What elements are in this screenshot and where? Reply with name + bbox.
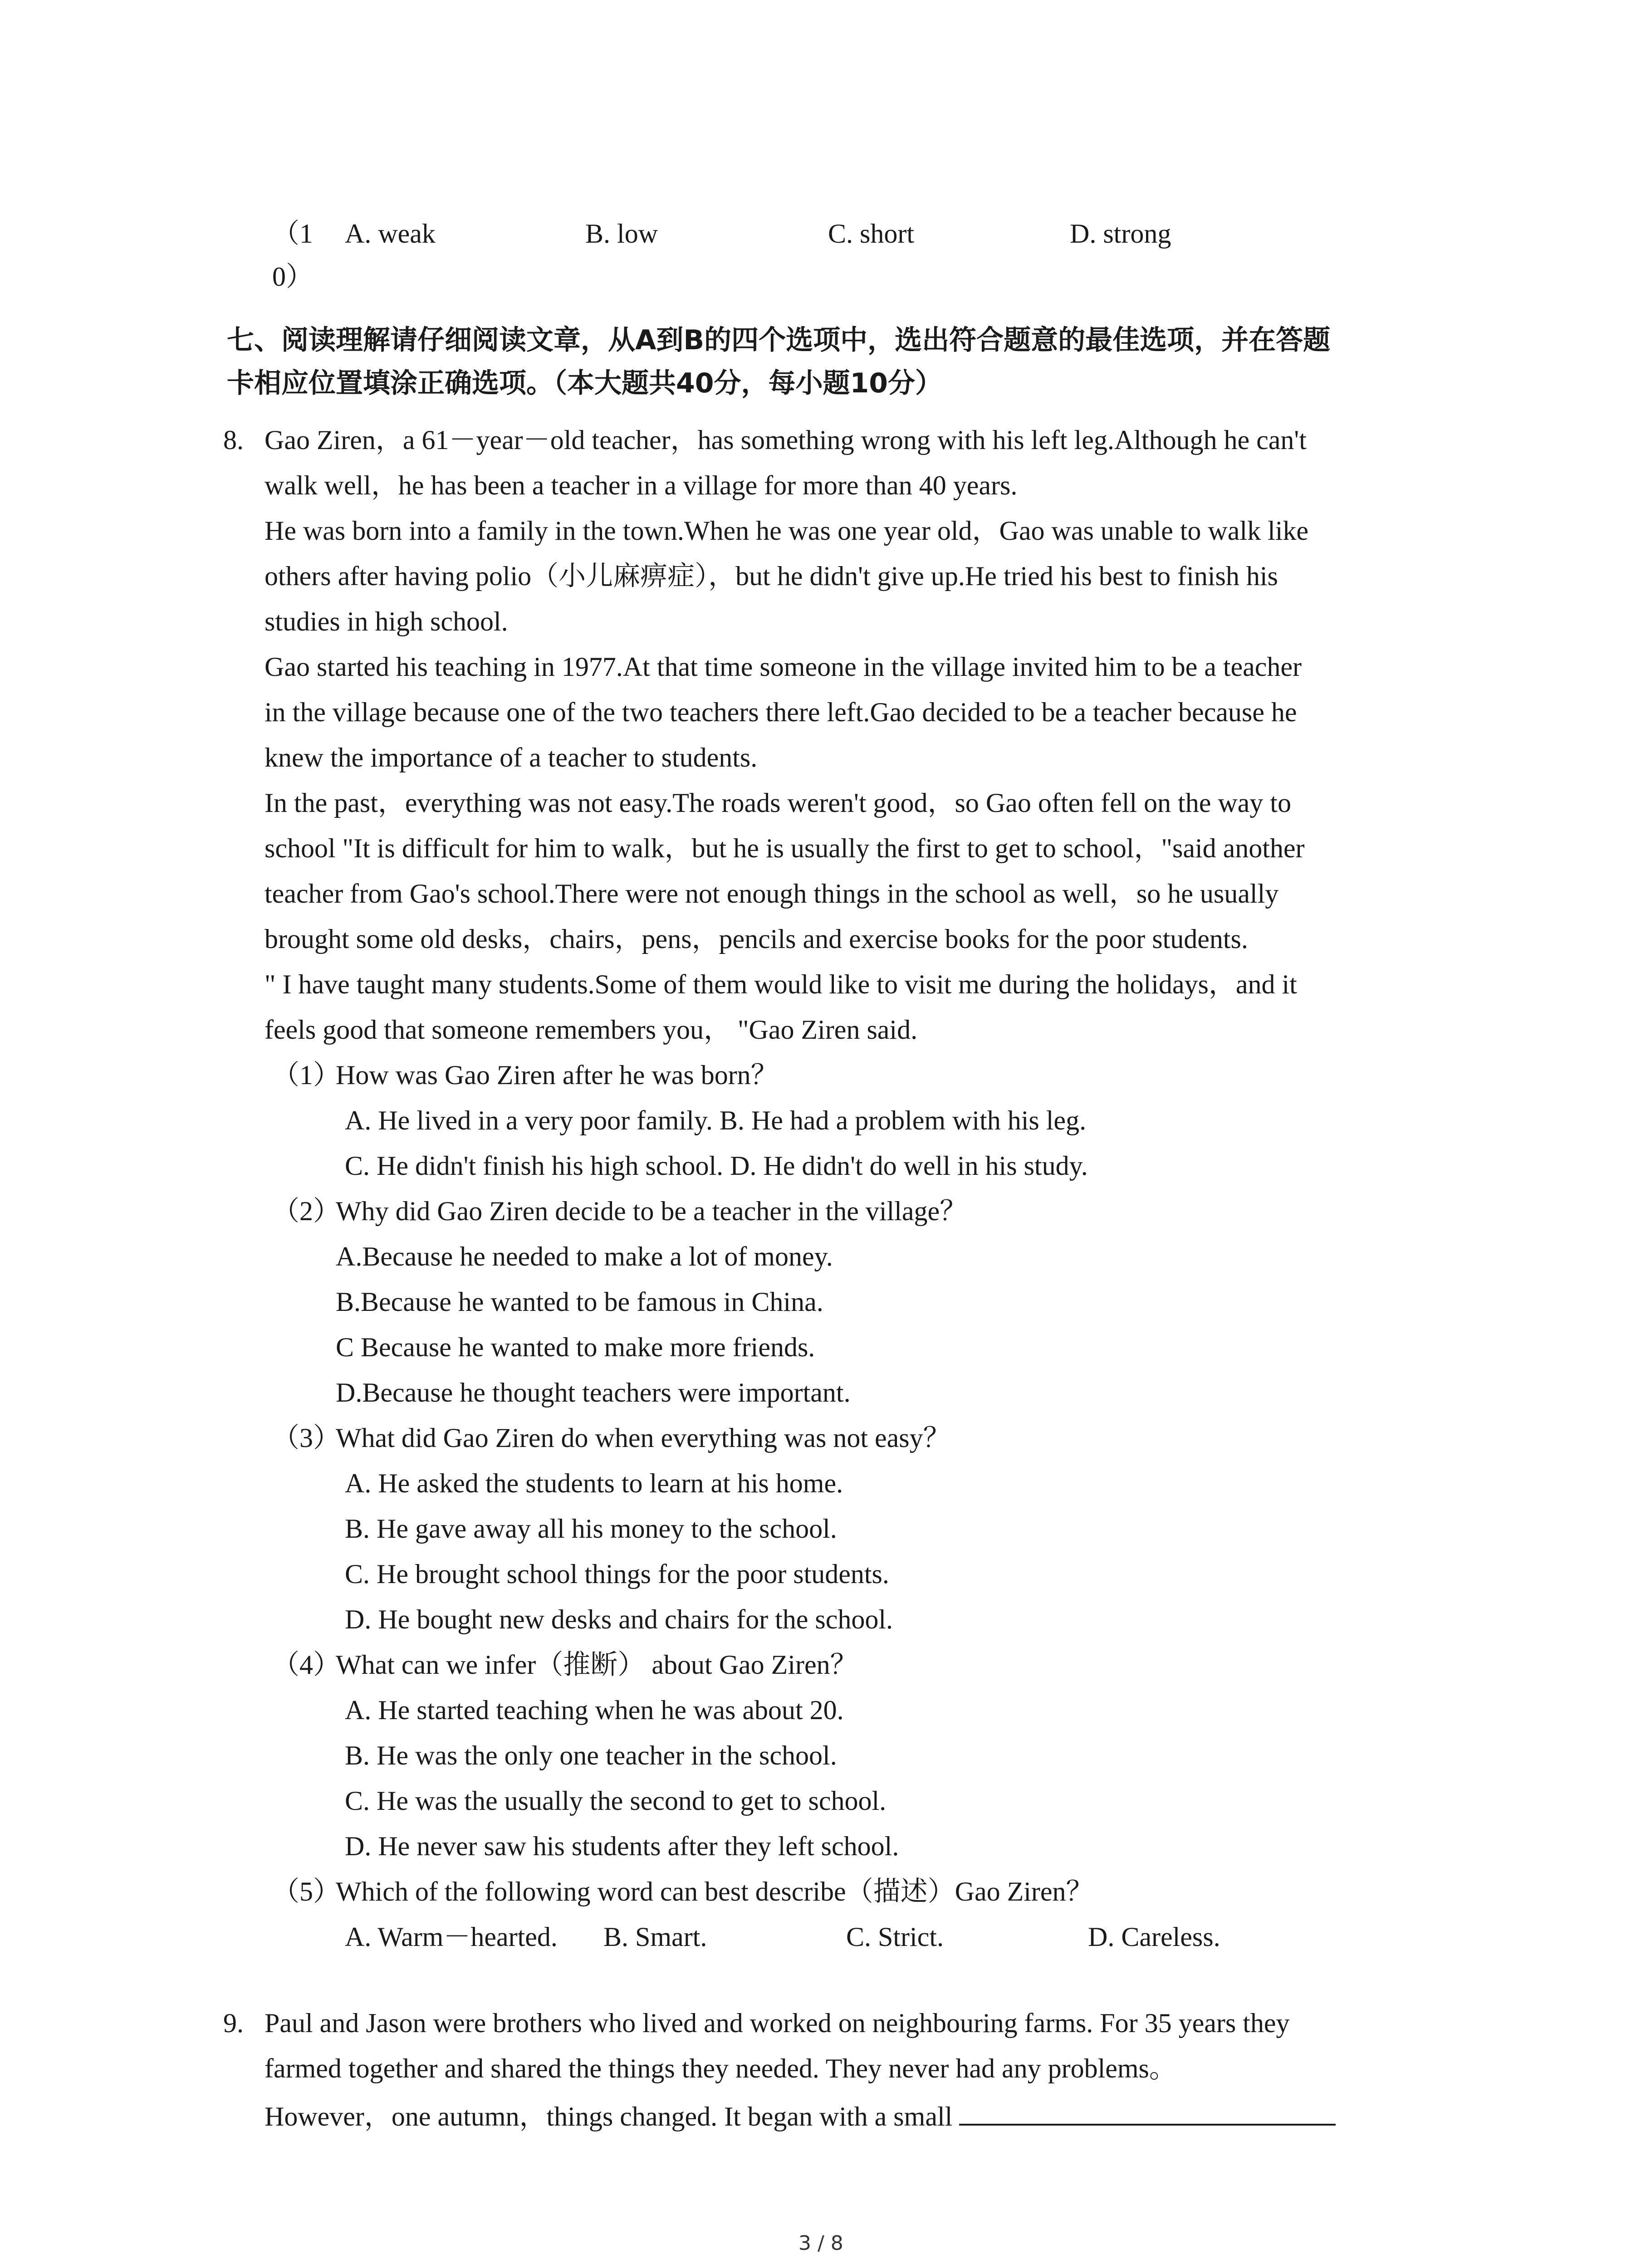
sub-question-number: （2） [272, 1196, 340, 1226]
sub-question-stem: How was Gao Ziren after he was born？ [336, 1060, 778, 1090]
option-a: A. He asked the students to learn at his home. [345, 1468, 843, 1498]
sub-question-stem: Which of the following word can best describe（描述）Gao Ziren？ [336, 1877, 1093, 1906]
passage-line: others after having polio（小儿麻痹症），but he didn't give up.He tried his best to finish his [265, 561, 1278, 591]
sub-question-stem: What did Gao Ziren do when everything was not easy？ [336, 1423, 950, 1453]
passage-line: in the village because one of the two teachers there left.Gao decided to be a teacher because he [265, 697, 1297, 727]
question-number: 0） [272, 262, 313, 292]
passage-line: feels good that someone remembers you， "Gao Ziren said. [265, 1015, 918, 1045]
passage-line: walk well，he has been a teacher in a village for more than 40 years. [265, 470, 1018, 500]
answer-blank[interactable] [959, 2091, 1336, 2126]
sub-question-stem: Why did Gao Ziren decide to be a teacher in the village？ [336, 1196, 967, 1226]
passage-line: In the past，everything was not easy.The roads weren't good，so Gao often fell on the way to [265, 788, 1291, 818]
passage-line: He was born into a family in the town.When he was one year old，Gao was unable to walk like [265, 516, 1309, 546]
passage-line: brought some old desks，chairs，pens，pencils and exercise books for the poor students. [265, 924, 1248, 954]
option-c: C. short [828, 219, 915, 249]
option-d: D.Because he thought teachers were important. [336, 1378, 851, 1408]
question-number: 8. [223, 425, 244, 455]
passage-line: " I have taught many students.Some of them would like to visit me during the holidays，and it [265, 969, 1297, 999]
question-number: 9. [223, 2008, 244, 2038]
option-b: B. He gave away all his money to the school. [345, 1514, 837, 1544]
option-a: A.Because he needed to make a lot of money. [336, 1242, 833, 1271]
passage-line: farmed together and shared the things they needed. They never had any problems。 [265, 2053, 1176, 2083]
passage-line: Paul and Jason were brothers who lived and worked on neighbouring farms. For 35 years they [265, 2008, 1290, 2038]
passage-line: studies in high school. [265, 606, 508, 636]
option-c: C. Strict. [846, 1922, 944, 1952]
option-d: D. strong [1070, 219, 1171, 249]
option-line: C. He didn't finish his high school. D. He didn't do well in his study. [345, 1151, 1088, 1181]
sub-question-number: （4） [272, 1650, 340, 1680]
option-b: B.Because he wanted to be famous in China. [336, 1287, 823, 1317]
passage-line: teacher from Gao's school.There were not enough things in the school as well，so he usually [265, 879, 1279, 909]
option-line: A. He lived in a very poor family. B. He had a problem with his leg. [345, 1105, 1087, 1135]
option-a: A. Warm－hearted. [345, 1922, 558, 1952]
sub-question-number: （5） [272, 1877, 340, 1906]
option-b: B. He was the only one teacher in the school. [345, 1740, 837, 1770]
question-number: （1 [272, 219, 313, 249]
sub-question-number: （1） [272, 1060, 340, 1090]
option-c: C. He was the usually the second to get to school. [345, 1786, 887, 1816]
option-d: D. Careless. [1088, 1922, 1220, 1952]
passage-line [265, 2091, 1336, 2139]
option-c: C Because he wanted to make more friends. [336, 1332, 815, 1362]
passage-line: Gao started his teaching in 1977.At that time someone in the village invited him to be a teacher [265, 652, 1302, 682]
section-heading: 七、阅读理解请仔细阅读文章，从A到B的四个选项中，选出符合题意的最佳选项，并在答题 [227, 324, 1331, 356]
page-number: 3 / 8 [798, 2232, 843, 2255]
passage-line: knew the importance of a teacher to students. [265, 743, 758, 772]
option-c: C. He brought school things for the poor students. [345, 1559, 889, 1589]
passage-text: However，one autumn，things changed. It began with a small [265, 2102, 953, 2131]
option-a: A. He started teaching when he was about 20. [345, 1695, 844, 1725]
section-heading: 卡相应位置填涂正确选项。（本大题共40分，每小题10分） [227, 367, 942, 399]
passage-line: Gao Ziren，a 61－year－old teacher，has something wrong with his left leg.Although he can't [265, 425, 1307, 455]
option-d: D. He bought new desks and chairs for the school. [345, 1604, 893, 1634]
sub-question-stem: What can we infer（推断） about Gao Ziren？ [336, 1650, 857, 1680]
option-d: D. He never saw his students after they left school. [345, 1831, 899, 1861]
option-b: B. low [585, 219, 658, 249]
option-a: A. weak [345, 219, 436, 249]
sub-question-number: （3） [272, 1423, 340, 1453]
passage-line: school "It is difficult for him to walk，but he is usually the first to get to school，"said another [265, 833, 1305, 863]
option-b: B. Smart. [603, 1922, 707, 1952]
